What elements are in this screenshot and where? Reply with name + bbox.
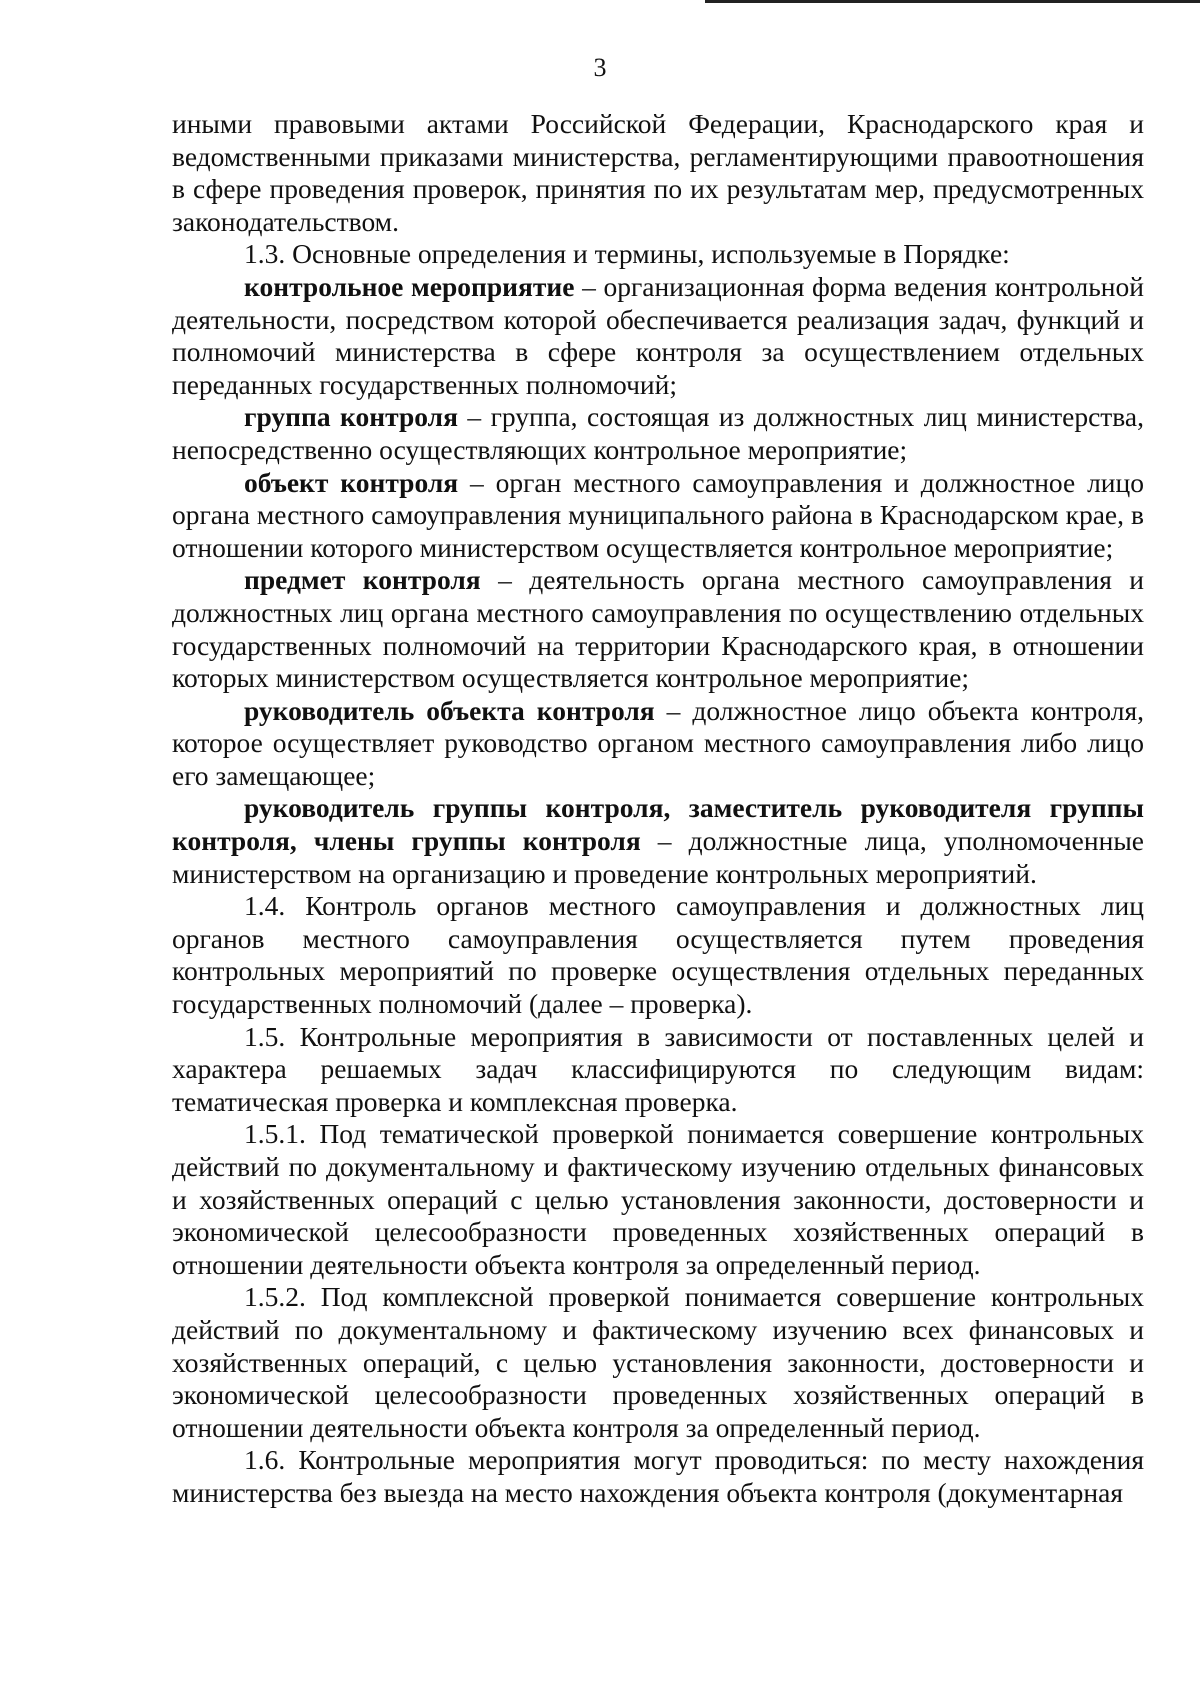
definition-text: – орган местного самоуправления и должностное лицо органа местного самоуправления муниципального района в Краснодарском крае, в отношении которого министерством осуществляется контрольное мероприятие; [172,466,1144,563]
paragraph-continuation [172,108,1144,238]
definition-term: объект контроля [244,466,459,498]
paragraph-text: 1.4. Контроль органов местного самоуправления и должностных лиц органов местного самоуправления осуществляется путем проведения контрольных мероприятий по проверке осуществления отдельных переданных государственных полномочий (далее – проверка). [172,890,1144,1020]
paragraph-1-4 [172,890,1144,1020]
definition-control-subject [172,564,1144,694]
definition-control-event [172,271,1144,401]
paragraph-1-6 [172,1444,1144,1509]
top-edge-line [705,0,1200,3]
paragraph-text: 1.3. Основные определения и термины, используемые в Порядке: [244,238,1010,270]
definition-group-head [172,792,1144,890]
page-number: 3 [593,53,607,82]
definition-control-object [172,467,1144,565]
definition-control-group [172,401,1144,466]
definition-text: – группа, состоящая из должностных лиц министерства, непосредственно осуществляющих контрольное мероприятие; [172,401,1144,465]
paragraph-text: 1.5.2. Под комплексной проверкой понимается совершение контрольных действий по документальному и фактическому изучению всех финансовых и хозяйственных операций, с целью установления законности, достоверности и экономической целесообразности проведенных хозяйственных операций в отношении деятельности объекта контроля за определенный период. [172,1281,1144,1443]
paragraph-1-5 [172,1021,1144,1119]
paragraph-text: иными правовыми актами Российской Федерации, Краснодарского края и ведомственными приказами министерства, регламентирующими правоотношения в сфере проведения проверок, принятия по их результатам мер, предусмотренных законодательством. [172,108,1144,237]
definition-text: – должностное лицо объекта контроля, которое осуществляет руководство органом местного самоуправления либо лицо его замещающее; [172,694,1144,791]
definition-term: контрольное мероприятие [244,270,575,302]
definition-text: – деятельность органа местного самоуправления и должностных лиц органа местного самоуправления по осуществлению отдельных государственных полномочий на территории Краснодарского края, в отношении которых министерством осуществляется контрольное мероприятие; [172,564,1144,694]
definition-term: предмет контроля [244,564,481,596]
paragraph-1-5-2 [172,1281,1144,1444]
definition-term: группа контроля [244,401,458,433]
definition-term: руководитель группы контроля, заместитель руководителя группы контроля, члены группы контроля [172,792,1144,857]
definition-text: – организационная форма ведения контрольной деятельности, посредством которой обеспечивается реализация задач, функций и полномочий министерства в сфере контроля за осуществлением отдельных переданных государственных полномочий; [172,270,1144,400]
definition-term: руководитель объекта контроля [244,694,655,726]
definition-text: – должностные лица, уполномоченные министерством на организацию и проведение контрольных мероприятий. [172,825,1145,889]
definition-object-head [172,695,1144,793]
paragraph-1-5-1 [172,1118,1144,1281]
paragraph-1-3 [172,238,1144,271]
document-body [172,108,1144,1510]
paragraph-text: 1.6. Контрольные мероприятия могут проводиться: по месту нахождения министерства без выезда на место нахождения объекта контроля (документарная [172,1444,1144,1508]
paragraph-text: 1.5.1. Под тематической проверкой понимается совершение контрольных действий по документальному и фактическому изучению отдельных финансовых и хозяйственных операций с целью установления законности, достоверности и экономической целесообразности проведенных хозяйственных операций в отношении деятельности объекта контроля за определенный период. [172,1118,1144,1280]
paragraph-text: 1.5. Контрольные мероприятия в зависимости от поставленных целей и характера решаемых задач классифицируются по следующим видам: тематическая проверка и комплексная проверка. [172,1020,1144,1117]
